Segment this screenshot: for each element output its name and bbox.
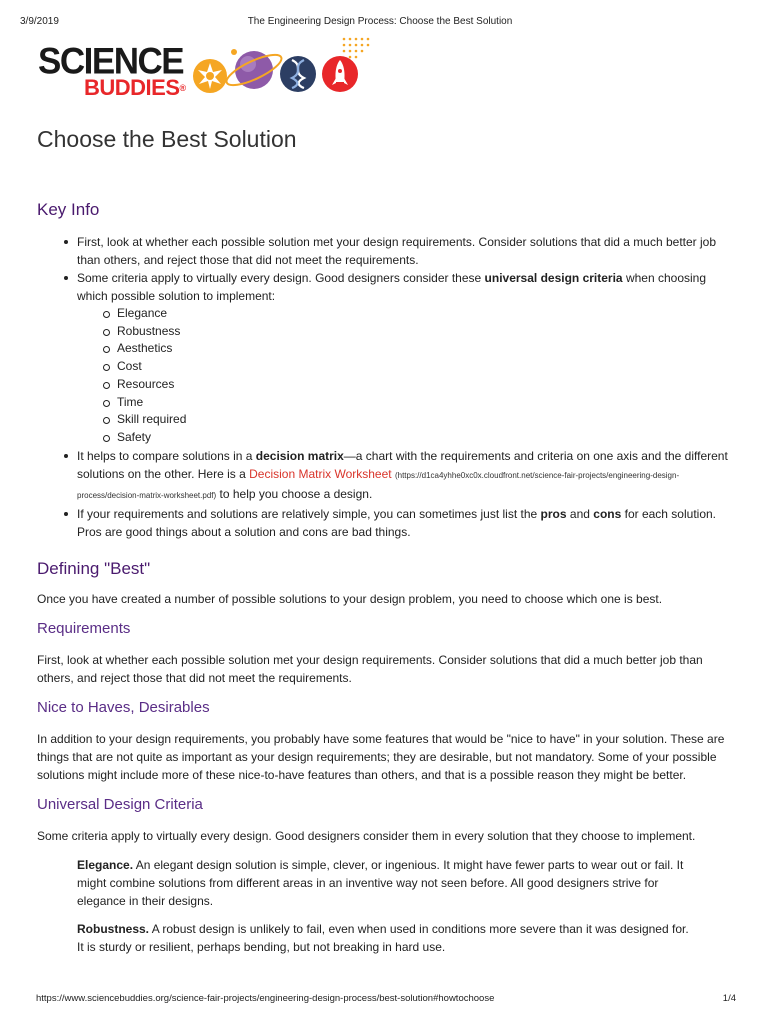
main-content [37,120,733,956]
elegance-term: Elegance. [77,857,134,872]
criteria-item: Robustness [117,323,733,341]
rocket-icon [322,56,358,92]
bold-term: cons [593,506,622,521]
defining-best-text: Once you have created a number of possible solutions to your design problem, you need to choose which one is best. [37,591,663,606]
dna-icon [280,56,316,92]
criteria-item: Cost [117,358,733,376]
criteria-item: Safety [117,429,733,447]
dot-grid-icon [343,38,370,59]
print-date: 3/9/2019 [20,16,59,27]
decision-matrix-worksheet-link[interactable]: Decision Matrix Worksheet [249,466,392,481]
bullet-text: If your requirements and solutions are relatively simple, you can sometimes just list the [77,506,541,521]
sunburst-icon [193,59,227,93]
bullet-text: —a chart with the requirements and criteria on one axis and the different solutions on the other. Here is a [77,448,728,481]
logo-buddies-text: BUDDIES [84,75,180,100]
key-info-bullet-criteria [77,269,733,447]
logo-word-buddies [84,76,186,100]
robustness-term: Robustness. [77,921,150,936]
robustness-paragraph [77,920,697,956]
page-title: Choose the Best Solution [37,126,297,152]
elegance-text: An elegant design solution is simple, clever, or ingenious. It might have fewer parts to wear out or fail. It might combine solutions from different areas in an inventive way not seen before. All good designers strive for elegance in their designs. [77,857,684,908]
bullet-text: to help you choose a design. [216,486,373,501]
criteria-item: Time [117,394,733,412]
logo-icons [180,36,380,104]
nice-to-haves-text: In addition to your design requirements, you probably have some features that would be "nice to have" in your solution. These are things that are not quite as important as your design requirements; they are desirable, but not mandatory. Some of your possible solutions might include more of these nice-to-have features than others, and that is a possible reason they might be better. [37,731,725,782]
bullet-text: for each solution. Pros are good things about a solution and cons are bad things. [77,506,717,539]
worksheet-url: (https://d1ca4yhhe0xc0x.cloudfront.net/science-fair-projects/engineering-design-process/decision-matrix-worksheet.pdf) [77,470,680,500]
science-buddies-logo[interactable] [38,36,378,104]
criteria-item: Elegance [117,305,733,323]
bold-term: decision matrix [255,448,344,463]
print-document-title: The Engineering Design Process: Choose the Best Solution [247,16,513,27]
criteria-item: Skill required [117,411,733,429]
key-info-list [77,233,733,541]
bullet-text: Some criteria apply to virtually every design. Good designers consider these [77,271,485,285]
key-info-heading: Key Info [37,200,100,219]
defining-best-heading: Defining "Best" [37,558,151,578]
criteria-item: Resources [117,376,733,394]
bullet-text: when choosing which possible solution to implement: [77,271,706,303]
bold-term: universal design criteria [484,271,623,285]
key-info-bullet-pros-cons [77,505,733,541]
key-info-bullet-decision-matrix [77,447,733,505]
page-url: https://www.sciencebuddies.org/science-fair-projects/engineering-design-process/best-solution#howtochoose [36,993,495,1004]
page-number: 1/4 [722,993,736,1004]
planet-icon [223,49,285,91]
requirements-text: First, look at whether each possible solution met your design requirements. Consider solutions that did a much better job than others, and reject those that did not meet the requirements. [37,652,703,685]
bold-term: pros [540,506,567,521]
universal-criteria-heading: Universal Design Criteria [37,795,203,813]
print-footer [36,993,736,1007]
criteria-item: Aesthetics [117,340,733,358]
elegance-paragraph [77,856,697,910]
key-info-bullet-requirements: First, look at whether each possible solution met your design requirements. Consider solutions that did a much better job than others, and reject those that did not meet the requirements. [77,233,733,269]
robustness-text: A robust design is unlikely to fail, even when used in conditions more severe than it was designed for. It is sturdy or resilient, perhaps bending, but not breaking in hard use. [77,921,689,954]
universal-criteria-intro: Some criteria apply to virtually every design. Good designers consider them in every solution that they choose to implement. [37,828,696,843]
nice-to-haves-heading: Nice to Haves, Desirables [37,698,210,716]
bullet-text: It helps to compare solutions in a [77,448,256,463]
print-header [20,16,740,30]
registered-mark: ® [179,83,186,93]
criteria-list [117,305,733,447]
logo-word-science: SCIENCE [38,41,184,82]
requirements-heading: Requirements [37,619,131,637]
bullet-text: and [566,506,594,521]
